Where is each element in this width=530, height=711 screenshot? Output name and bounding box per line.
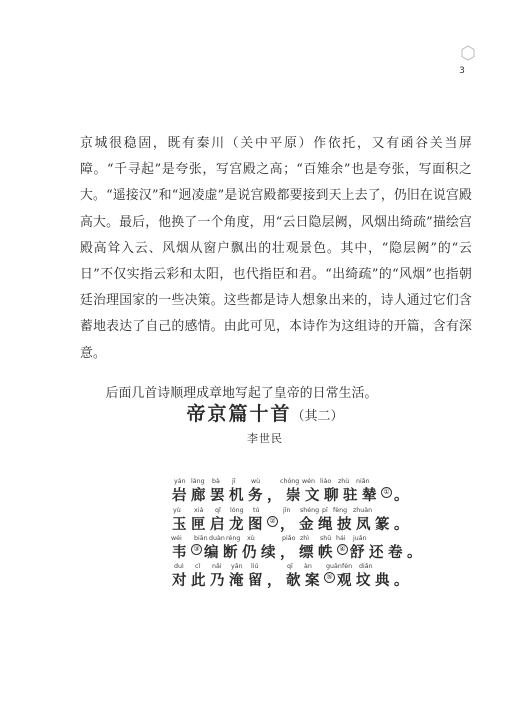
poem-title bbox=[0, 399, 530, 426]
pinyin-syllable: xù bbox=[247, 535, 255, 542]
verse-characters bbox=[160, 544, 426, 561]
pinyin-syllable: jī bbox=[232, 478, 236, 485]
hemistich: 编断仍续， bbox=[204, 544, 299, 561]
pinyin-syllable: juǎn bbox=[353, 535, 367, 542]
hemistich: 欹案 bbox=[286, 572, 324, 589]
pinyin-syllable: shéng bbox=[300, 507, 320, 514]
pinyin-syllable: yán bbox=[174, 478, 186, 485]
pinyin-row bbox=[160, 476, 400, 487]
punctuation: 。 bbox=[394, 487, 413, 504]
pinyin-syllable: qǐ bbox=[215, 507, 221, 514]
hemistich: 崇文聊驻辇 bbox=[286, 487, 381, 504]
pinyin-syllable: yān bbox=[231, 563, 243, 570]
pinyin-syllable: bà bbox=[212, 478, 220, 485]
poem-title-text: 帝京篇十首 bbox=[186, 403, 292, 425]
poem-verse-1 bbox=[160, 476, 413, 504]
punctuation: ， bbox=[280, 516, 299, 533]
pinyin-syllable: fèng bbox=[333, 507, 348, 514]
footnote-marker[interactable]: ⑤ bbox=[324, 572, 335, 583]
hexagon-icon bbox=[460, 45, 476, 61]
pinyin-syllable: láng bbox=[191, 478, 205, 485]
pinyin-syllable: duàn bbox=[209, 535, 225, 542]
hemistich: 舒还卷 bbox=[350, 544, 407, 561]
verse-characters bbox=[160, 572, 413, 589]
pinyin-syllable: diǎn bbox=[359, 563, 373, 570]
pinyin-syllable: jīn bbox=[283, 507, 291, 514]
hemistich: 观坟典 bbox=[337, 572, 394, 589]
footnote-marker[interactable]: ② bbox=[267, 516, 278, 527]
pinyin-syllable: fén bbox=[342, 563, 353, 570]
footnote-marker[interactable]: ① bbox=[381, 487, 392, 498]
punctuation: 。 bbox=[394, 572, 413, 589]
verse-characters bbox=[160, 487, 413, 504]
poem-verse-2 bbox=[160, 505, 413, 533]
pinyin-syllable: cǐ bbox=[195, 563, 201, 570]
pinyin-syllable: wù bbox=[251, 478, 261, 485]
pinyin-syllable: wéi bbox=[171, 535, 182, 542]
pinyin-syllable: zhì bbox=[300, 535, 310, 542]
commentary-paragraph: 后面几首诗顺理成章地写起了皇帝的日常生活。 bbox=[105, 385, 378, 401]
pinyin-syllable: piǎo bbox=[282, 535, 296, 542]
page-number: 3 bbox=[459, 66, 465, 76]
pinyin-syllable: qī bbox=[287, 563, 293, 570]
pinyin-syllable: guān bbox=[326, 563, 342, 570]
poem-subtitle: （其二） bbox=[291, 409, 344, 424]
pinyin-syllable: shū bbox=[320, 535, 332, 542]
pinyin-syllable: chóng bbox=[280, 478, 300, 485]
hemistich: 缥帙 bbox=[299, 544, 337, 561]
footnote-marker[interactable]: ④ bbox=[337, 544, 348, 555]
hemistich: 岩廊罢机务， bbox=[172, 487, 286, 504]
commentary-body bbox=[80, 131, 472, 407]
pinyin-syllable: duì bbox=[174, 563, 184, 570]
footnote-marker[interactable]: ③ bbox=[191, 544, 202, 555]
verse-characters bbox=[160, 516, 413, 533]
pinyin-syllable: biān bbox=[194, 535, 208, 542]
pinyin-syllable: liáo bbox=[320, 478, 332, 485]
pinyin-syllable: zhù bbox=[338, 478, 350, 485]
hemistich: 对此乃淹留， bbox=[172, 572, 286, 589]
hemistich: 金绳披凤篆 bbox=[299, 516, 394, 533]
pinyin-syllable: réng bbox=[226, 535, 241, 542]
poem-author: 李世民 bbox=[247, 432, 283, 445]
pinyin-syllable: lóng bbox=[230, 507, 244, 514]
pinyin-syllable: àn bbox=[304, 563, 312, 570]
pinyin-syllable: liú bbox=[251, 563, 259, 570]
poem-verse-4 bbox=[160, 561, 413, 589]
pinyin-syllable: nǎi bbox=[212, 563, 222, 570]
pinyin-syllable: yù bbox=[173, 507, 181, 514]
pinyin-syllable: niǎn bbox=[356, 478, 370, 485]
pinyin-row bbox=[160, 505, 400, 516]
pinyin-row bbox=[160, 533, 400, 544]
poem-verse-3 bbox=[160, 533, 426, 561]
hemistich: 韦 bbox=[172, 544, 191, 561]
pinyin-row bbox=[160, 561, 400, 572]
pinyin-syllable: wén bbox=[302, 478, 316, 485]
pinyin-syllable: tú bbox=[253, 507, 260, 514]
pinyin-syllable: zhuàn bbox=[353, 507, 373, 514]
punctuation: 。 bbox=[394, 516, 413, 533]
punctuation: 。 bbox=[407, 544, 426, 561]
hemistich: 玉匣启龙图 bbox=[172, 516, 267, 533]
pinyin-syllable: hái bbox=[336, 535, 346, 542]
pinyin-syllable: xiá bbox=[194, 507, 204, 514]
commentary-paragraph: 京城很稳固，既有秦川（关中平原）作依托，又有函谷关当屏障。“千寻起”是夸张，写宫殿之高；“百雉余”也是夸张，写面积之大。“遥接汉”和“迥凌虚”是说宫殿都要接到天上去了，仍旧在说宫殿高大。最后，他换了一个角度，用“云日隐层阙，风烟出绮疏”描绘宫殿高耸入云、风烟从窗户飘出的壮观景色。其中，“隐层阙”的“云日”不仅实指云彩和太阳，也代指臣和君。“出绮疏”的“风烟”也指朝廷治理国家的一些决策。这些都是诗人想象出来的，诗人通过它们含蓄地表达了自己的感情。由此可见，本诗作为这组诗的开篇，含有深意。 bbox=[80, 136, 472, 361]
pinyin-syllable: pī bbox=[322, 507, 328, 514]
